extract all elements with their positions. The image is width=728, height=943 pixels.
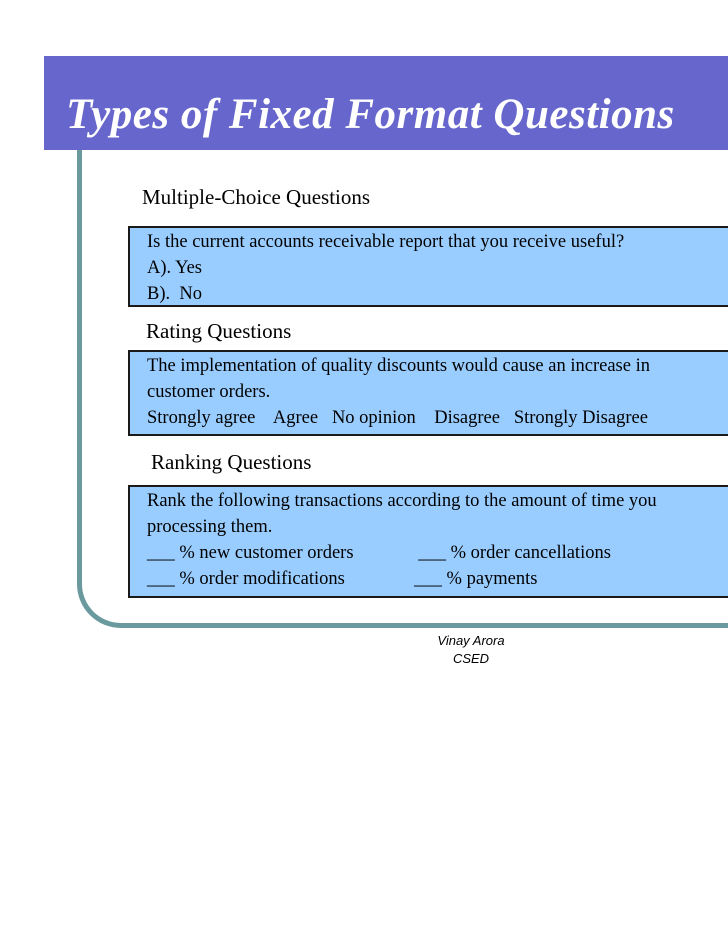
question-line: customer orders. <box>147 382 271 402</box>
ranking-item-line: ___ % order modifications ___ % payments <box>147 569 538 589</box>
section-label-rating: Rating Questions <box>146 319 292 343</box>
multiple-choice-question-box <box>128 226 728 307</box>
section-label-multiple-choice: Multiple-Choice Questions <box>142 185 371 209</box>
section-label-ranking: Ranking Questions <box>151 450 312 474</box>
question-line: The implementation of quality discounts would cause an increase in <box>147 356 650 376</box>
question-line: Rank the following transactions according to the amount of time you <box>147 491 657 511</box>
slide-title: Types of Fixed Format Questions <box>66 91 675 138</box>
ranking-question-box <box>128 485 728 598</box>
ranking-item-line: ___ % new customer orders ___ % order cancellations <box>147 543 611 563</box>
question-line: Is the current accounts receivable report that you receive useful? <box>147 232 625 252</box>
rating-scale-line: Strongly agree Agree No opinion Disagree Strongly Disagree <box>147 408 648 428</box>
option-line: B). No <box>147 284 202 304</box>
question-line: processing them. <box>147 517 273 537</box>
footer-author: Vinay Arora <box>437 633 505 648</box>
footer-dept: CSED <box>452 651 490 666</box>
rating-question-box <box>128 350 728 436</box>
option-line: A). Yes <box>147 258 203 278</box>
